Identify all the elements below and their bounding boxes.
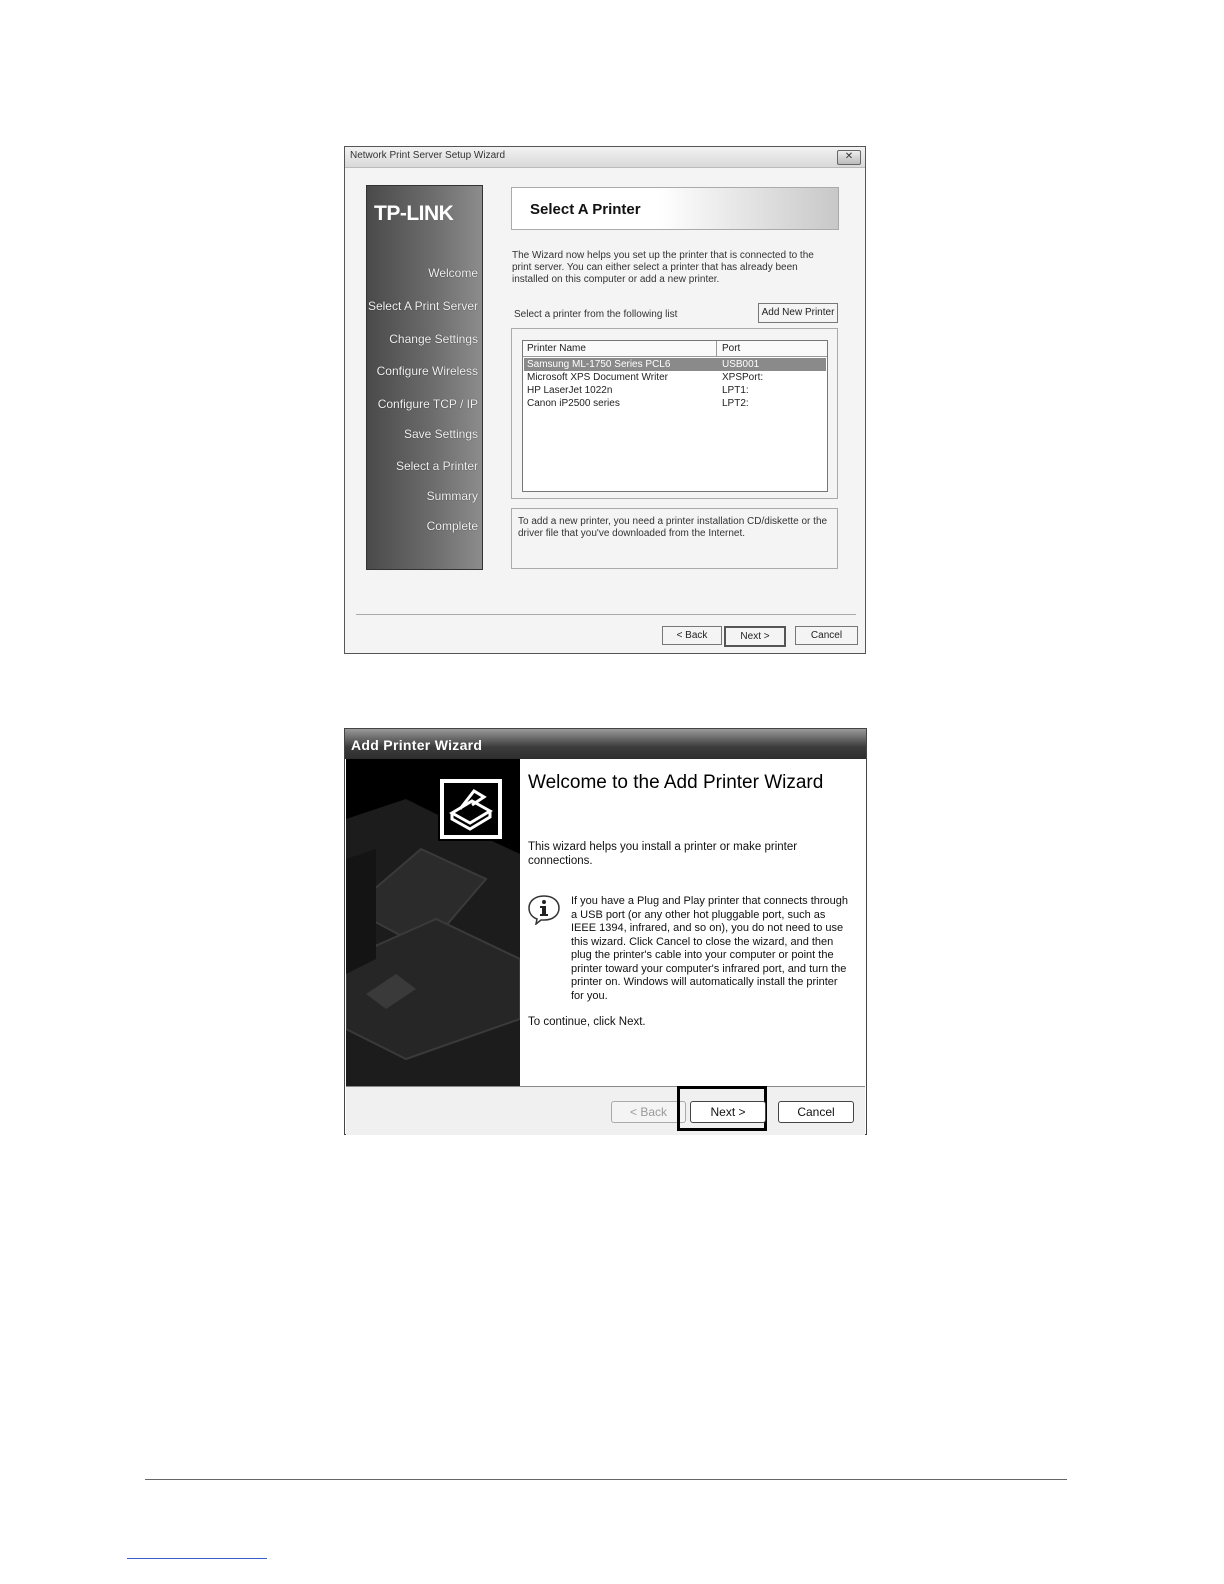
printer-port: LPT1: [722, 385, 749, 396]
close-button[interactable]: ✕ [837, 150, 861, 165]
printer-list-label: Select a printer from the following list [514, 309, 678, 320]
printer-port: LPT2: [722, 398, 749, 409]
window-title: Add Printer Wizard [351, 737, 483, 753]
step-configure-wireless: Configure Wireless [376, 364, 478, 378]
step-select-print-server: Select A Print Server [367, 299, 478, 313]
info-icon [528, 895, 560, 925]
window-title: Network Print Server Setup Wizard [350, 150, 506, 161]
title-bar [345, 147, 865, 168]
printer-name: Microsoft XPS Document Writer [527, 372, 668, 383]
printer-icon-frame [438, 777, 504, 841]
printer-list-header [523, 341, 827, 357]
page-description: The Wizard now helps you set up the printer that is connected to the print server. You can either select a printer that has already been installed on this computer or add a new printer. [512, 250, 814, 285]
cancel-button[interactable]: Cancel [795, 626, 858, 645]
add-printer-wizard-window [344, 728, 867, 1135]
page-footer-rule [145, 1479, 1067, 1480]
page-header [511, 187, 839, 230]
add-new-printer-button[interactable]: Add New Printer [758, 303, 838, 323]
printer-list[interactable] [522, 340, 828, 492]
step-save-settings: Save Settings [403, 427, 478, 441]
column-header-printer-name[interactable]: Printer Name [527, 343, 586, 354]
step-complete: Complete [426, 519, 478, 533]
printer-port: XPSPort: [722, 372, 764, 383]
step-summary: Summary [426, 489, 478, 503]
page-title: Select A Printer [530, 201, 641, 218]
wizard-side-art [346, 759, 520, 1086]
next-button[interactable]: Next > [724, 626, 786, 647]
cancel-button[interactable]: Cancel [778, 1101, 854, 1123]
plug-and-play-info: If you have a Plug and Play printer that connects through a USB port (or any other hot pluggable port, such as IEEE 1394, infrared, and so on), you do not need to use this wizard. Click Cancel to close the wizard, and then plug the printer's cable into your computer or point the printer toward your computer's infrared port, and turn the printer on. Windows will automatically install the printer for you. [571, 895, 849, 1002]
step-select-a-printer: Select a Printer [395, 459, 478, 473]
divider [356, 614, 856, 615]
printer-row[interactable] [524, 358, 826, 371]
step-welcome: Welcome [428, 266, 478, 280]
continue-instruction: To continue, click Next. [528, 1016, 646, 1028]
hint-box [511, 508, 838, 569]
step-change-settings: Change Settings [389, 332, 478, 346]
printer-name: Canon iP2500 series [527, 398, 620, 409]
column-header-port[interactable]: Port [722, 343, 741, 354]
tp-link-logo: TP-LINK [374, 202, 454, 225]
next-button[interactable]: Next > [690, 1101, 766, 1123]
back-button[interactable]: < Back [611, 1101, 686, 1123]
wizard-intro: This wizard helps you install a printer or make printer connections. [528, 841, 798, 867]
button-bar [346, 1086, 865, 1135]
printer-name: Samsung ML-1750 Series PCL6 [527, 359, 671, 370]
printer-row[interactable] [524, 397, 826, 410]
wizard-steps-sidebar [366, 185, 483, 570]
printer-list-frame [511, 328, 838, 499]
wizard-heading: Welcome to the Add Printer Wizard [528, 772, 824, 793]
printer-name: HP LaserJet 1022n [527, 385, 613, 396]
printer-icon [444, 783, 498, 835]
title-bar [345, 729, 866, 759]
tplink-setup-wizard-window [344, 146, 866, 654]
hint-text: To add a new printer, you need a printer installation CD/diskette or the driver file that you've downloaded from the Internet. [518, 516, 828, 539]
printer-row[interactable] [524, 371, 826, 384]
printer-row[interactable] [524, 384, 826, 397]
step-configure-tcp-ip: Configure TCP / IP [377, 397, 478, 411]
footer-link-underline [127, 1558, 267, 1559]
printer-port: USB001 [722, 359, 760, 370]
back-button[interactable]: < Back [662, 626, 722, 645]
